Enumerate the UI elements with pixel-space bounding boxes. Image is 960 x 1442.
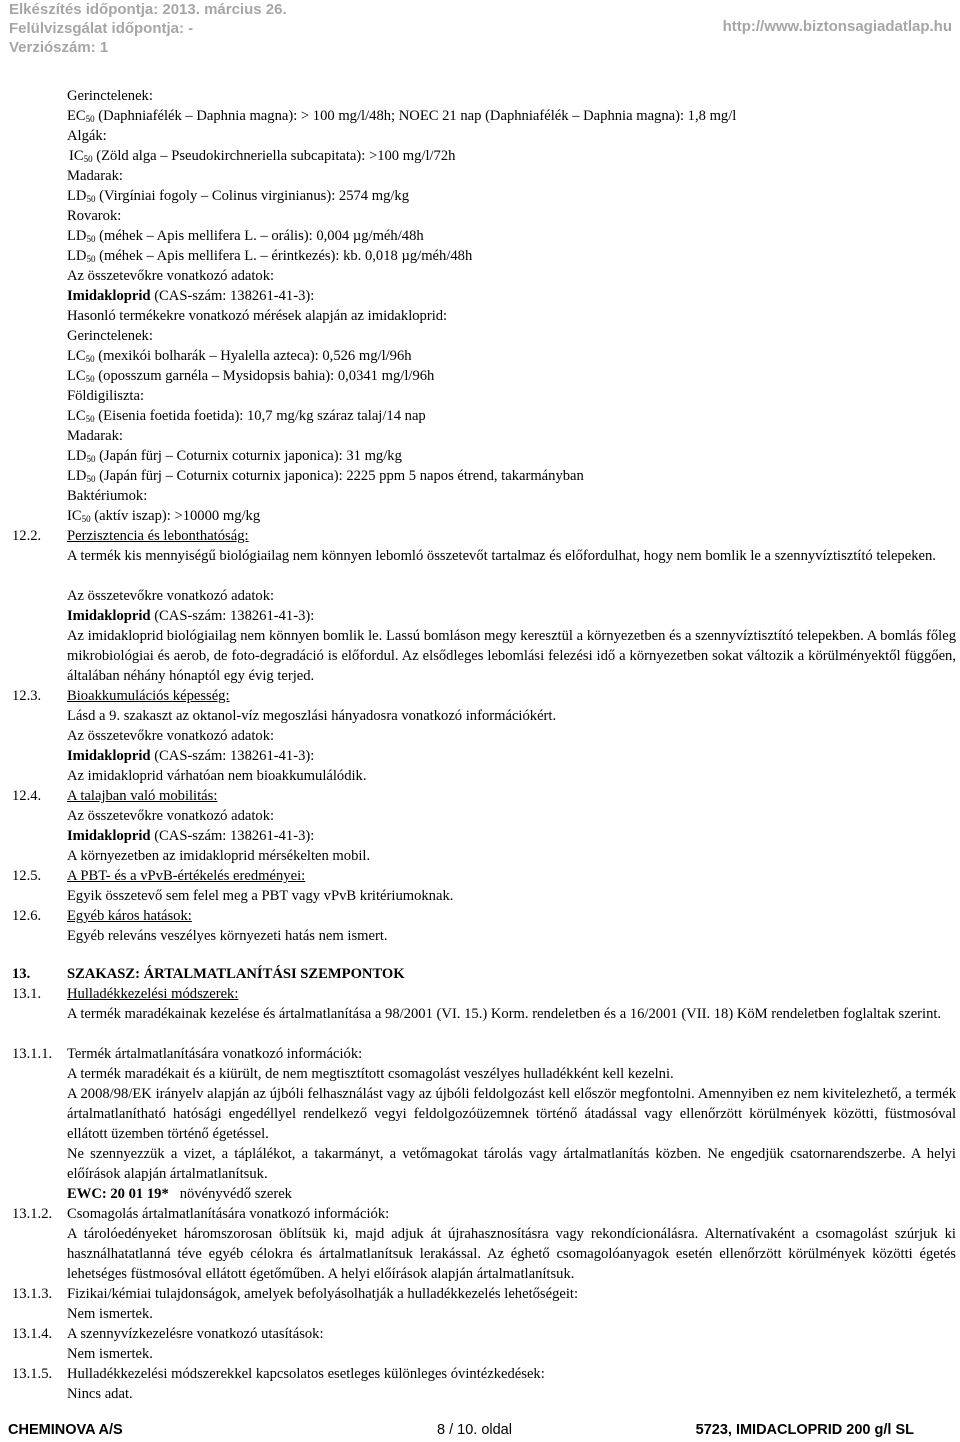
- subsection-title: Hulladékkezelési módszerek:: [67, 986, 239, 1002]
- ld50-furj-1: $LD_{50}$ (Japán fürj ‒ Coturnix coturnix japonica): 31 mg/kg: [67, 448, 402, 464]
- footer-page-number: 8 / 10. oldal: [437, 1422, 512, 1438]
- imidakloprid-cas: Imidakloprid (CAS-szám: 138261-41-3):: [67, 828, 315, 844]
- label-algak: Algák:: [67, 128, 107, 144]
- imidakloprid-cas: Imidakloprid (CAS-szám: 138261-41-3):: [67, 748, 315, 764]
- subsection-number: 13.1.: [12, 986, 42, 1002]
- ewc-code: EWC: 20 01 19* növényvédő szerek: [67, 1186, 292, 1202]
- value: Nem ismertek.: [67, 1346, 153, 1362]
- text-line: A környezetben az imidakloprid mérsékelten mobil.: [67, 848, 371, 864]
- value: Nem ismertek.: [67, 1306, 153, 1322]
- section-number: 12.6.: [12, 908, 42, 924]
- version-number: Verziószám: 1: [9, 39, 109, 56]
- section-title: Egyéb káros hatások:: [67, 908, 192, 924]
- ld50-fogoly: $LD_{50}$ (Virgíniai fogoly ‒ Colinus virginianus): 2574 mg/kg: [67, 188, 410, 204]
- subsection-title: Fizikai/kémiai tulajdonságok, amelyek befolyásolhatják a hulladékkezelés lehetőségeit:: [67, 1286, 579, 1302]
- hasonlo-termekek: Hasonló termékekre vonatkozó mérések alapján az imidakloprid:: [67, 308, 448, 324]
- ld50-furj-2: $LD_{50}$ (Japán fürj ‒ Coturnix coturnix japonica): 2225 ppm 5 napos étrend, takarmányban: [67, 468, 584, 484]
- label-gerinctelenek: Gerinctelenek:: [67, 88, 153, 104]
- paragraph: Ne szennyezzük a vizet, a táplálékot, a takarmányt, a vetőmagokat tárolás vagy ártalmatlanítás közben. Ne engedjük csatornarendszerbe. A helyi előírások alapján ártalmatlanítsuk.: [67, 1146, 956, 1182]
- label-osszetevok: Az összetevőkre vonatkozó adatok:: [67, 268, 275, 284]
- text-line: Egyéb releváns veszélyes környezeti hatás nem ismert.: [67, 928, 388, 944]
- subsection-title: Csomagolás ártalmatlanítására vonatkozó információk:: [67, 1206, 390, 1222]
- subsection-title: Termék ártalmatlanítására vonatkozó információk:: [67, 1046, 363, 1062]
- label-madarak: Madarak:: [67, 168, 123, 184]
- ic50-alga: $IC_{50}$ (Zöld alga ‒ Pseudokirchneriella subcapitata): >100 mg/l/72h: [69, 148, 456, 164]
- ld50-meh-erintkezes: $LD_{50}$ (méhek ‒ Apis mellifera L. ‒ érintkezés): kb. 0,018 µg/méh/48h: [67, 248, 473, 264]
- paragraph: Az imidakloprid biológiailag nem könnyen bomlik le. Lassú bomláson megy keresztül a környezetben és a szennyvíztisztító telepekben. A bomlás főleg mikrobiológiai és aerob, de foto-degradáció is előfordul. Az elsődleges lebomlási felezési idő a környezetben sokat változik a körülményektől függően, általában néhány hónaptól egy évig terjed.: [67, 628, 956, 684]
- label-gerinctelenek-2: Gerinctelenek:: [67, 328, 153, 344]
- section-title: Bioakkumulációs képesség:: [67, 688, 230, 704]
- section-number: 13.: [12, 966, 31, 982]
- document-header: [9, 0, 287, 57]
- ld50-meh-oralis: $LD_{50}$ (méhek ‒ Apis mellifera L. ‒ orális): 0,004 µg/méh/48h: [67, 228, 424, 244]
- ec50-daphnia: $EC_{50}$ (Daphniafélék ‒ Daphnia magna): > 100 mg/l/48h; NOEC 21 nap (Daphniafélék ‒ Daphnia magna): 1,8 mg/l: [67, 108, 737, 124]
- label-foldigiliszta: Földigiliszta:: [67, 388, 145, 404]
- lc50-eisenia: $LC_{50}$ (Eisenia foetida foetida): 10,7 mg/kg száraz talaj/14 nap: [67, 408, 426, 424]
- label-osszetevok: Az összetevőkre vonatkozó adatok:: [67, 808, 275, 824]
- section-number: 12.2.: [12, 528, 42, 544]
- footer-product: 5723, IMIDACLOPRID 200 g/l SL: [695, 1422, 914, 1438]
- subsection-number: 13.1.5.: [12, 1366, 53, 1382]
- label-madarak-2: Madarak:: [67, 428, 123, 444]
- subsection-number: 13.1.2.: [12, 1206, 53, 1222]
- text-line: Az imidakloprid várhatóan nem bioakkumulálódik.: [67, 768, 367, 784]
- subsection-number: 13.1.3.: [12, 1286, 53, 1302]
- subsection-number: 13.1.4.: [12, 1326, 53, 1342]
- section-title: Perzisztencia és lebonthatóság:: [67, 528, 249, 544]
- lc50-bolharak: $LC_{50}$ (mexikói bolharák ‒ Hyalella azteca): 0,526 mg/l/96h: [67, 348, 412, 364]
- text-line: Lásd a 9. szakaszt az oktanol-víz megoszlási hányadosra vonatkozó információkért.: [67, 708, 557, 724]
- subsection-number: 13.1.1.: [12, 1046, 53, 1062]
- paragraph: A termék maradékait és a kiürült, de nem megtisztított csomagolást veszélyes hulladékként kell kezelni.: [67, 1066, 674, 1082]
- paragraph: A tárolóedényeket háromszorosan öblítsük ki, majd adjuk át újrahasznosításra vagy rekondícionálásra. Alternatívaként a csomagolást szúrjuk ki használhatatlanná téve egyéb célokra és ártalmatlanítsuk lerakással. Az éghető csomagolóanyagok esetén ellenőrzött körülmények közötti égetés lehetséges füstmosóval ellátott égetőműben. A helyi előírások alapján ártalmatlanítsuk.: [67, 1226, 956, 1282]
- section-number: 12.3.: [12, 688, 42, 704]
- review-date: Felülvizsgálat időpontja: -: [9, 20, 194, 37]
- created-date: Elkészítés időpontja: 2013. március 26.: [9, 1, 287, 18]
- section-title: A talajban való mobilitás:: [67, 788, 218, 804]
- ic50-iszap: $IC_{50}$ (aktív iszap): >10000 mg/kg: [67, 508, 261, 524]
- paragraph: A 2008/98/EK irányelv alapján az újbóli felhasználást vagy az újbóli feldolgozást kell először megfontolni. Amennyiben ez nem kivitelezhető, a termék ártalmatlanítható hatósági engedéllyel rendelkező vegyi feldolgozóüzemnek történő átadással vagy ellenőrzött körülmények közötti, füstmosóval ellátott üzemben történő égetéssel.: [67, 1086, 956, 1142]
- section-number: 12.4.: [12, 788, 42, 804]
- text-line: Egyik összetevő sem felel meg a PBT vagy vPvB kritériumoknak.: [67, 888, 454, 904]
- value: Nincs adat.: [67, 1386, 133, 1402]
- label-osszetevok: Az összetevőkre vonatkozó adatok:: [67, 588, 275, 604]
- subsection-title: Hulladékkezelési módszerekkel kapcsolatos esetleges különleges óvintézkedések:: [67, 1366, 545, 1382]
- paragraph: A termék maradékainak kezelése és ártalmatlanítása a 98/2001 (VI. 15.) Korm. rendeletben és a 16/2001 (VII. 18) KöM rendeletben foglaltak szerint.: [67, 1006, 942, 1022]
- footer-company: CHEMINOVA A/S: [8, 1422, 123, 1438]
- imidakloprid-cas: Imidakloprid (CAS-szám: 138261-41-3):: [67, 608, 315, 624]
- subsection-title: A szennyvízkezelésre vonatkozó utasítások:: [67, 1326, 324, 1342]
- website-link[interactable]: http://www.biztonsagiadatlap.hu: [722, 18, 952, 35]
- lc50-garnela: $LC_{50}$ (oposszum garnéla ‒ Mysidopsis bahia): 0,0341 mg/l/96h: [67, 368, 435, 384]
- label-bakteriumok: Baktériumok:: [67, 488, 148, 504]
- imidakloprid-cas: Imidakloprid (CAS-szám: 138261-41-3):: [67, 288, 315, 304]
- section-title: A PBT- és a vPvB-értékelés eredményei:: [67, 868, 306, 884]
- section-heading: SZAKASZ: ÁRTALMATLANÍTÁSI SZEMPONTOK: [67, 966, 405, 982]
- label-rovarok: Rovarok:: [67, 208, 122, 224]
- section-number: 12.5.: [12, 868, 42, 884]
- paragraph: A termék kis mennyiségű biológiailag nem könnyen lebomló összetevőt tartalmaz és előfordulhat, hogy nem bomlik le a szennyvíztisztító telepeken.: [67, 548, 936, 564]
- label-osszetevok: Az összetevőkre vonatkozó adatok:: [67, 728, 275, 744]
